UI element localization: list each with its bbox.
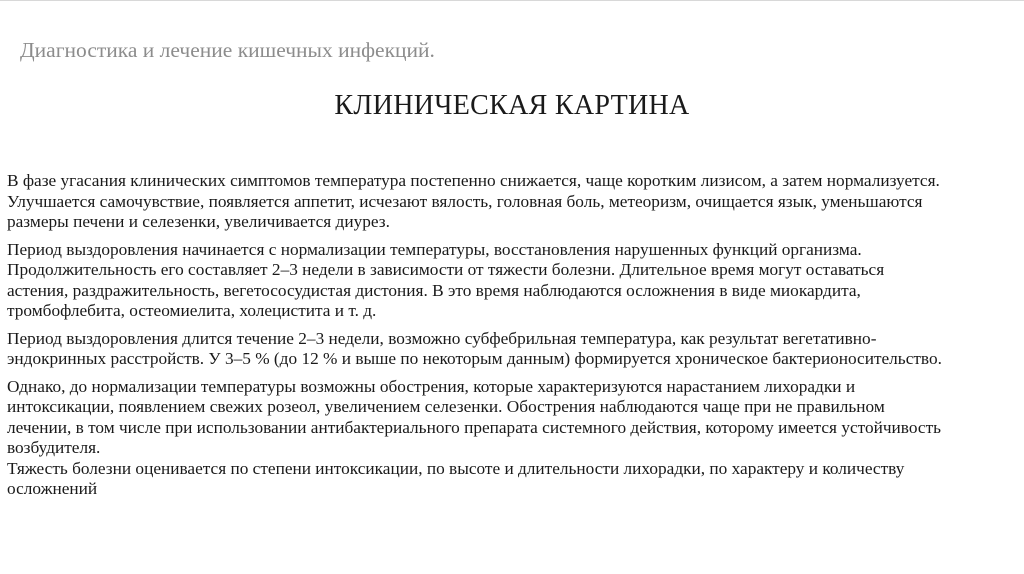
paragraph-fading-phase: В фазе угасания клинических симптомов температура постепенно снижается, чаще коротким лизисом, а затем нормализуется. Улучшается самочувствие, появляется аппетит, исчезают вялость, головная боль, метеоризм, очищается язык, уменьшаются размеры печени и селезенки, увеличивается диурез.: [7, 171, 940, 231]
slide-header: Диагностика и лечение кишечных инфекций.: [20, 38, 435, 62]
paragraph-recovery-duration: Период выздоровления длится течение 2–3 недели, возможно субфебрильная температура, как результат вегетативно-эндокринных расстройств. У 3–5 % (до 12 % и выше по некоторым данным) формируется хроническое бактерионосительство.: [7, 328, 942, 368]
paragraph-recovery-start: Период выздоровления начинается с нормализации температуры, восстановления нарушенных функций организма. Продолжительность его составляет 2–3 недели в зависимости от тяжести болезни. Длительное время могут оставаться астения, раздражительность, вегетососудистая дистония. В это время наблюдаются осложнения в виде миокардита, тромбофлебита, остеомиелита, холецистита и т. д.: [7, 239, 885, 320]
severity-text: Тяжесть болезни оценивается по степени интоксикации, по высоте и длительности лихорадки, по характеру и количеству осложнений: [7, 458, 905, 498]
slide-title: КЛИНИЧЕСКАЯ КАРТИНА: [334, 90, 690, 121]
top-divider: [0, 0, 1024, 1]
exacerbations-text: Однако, до нормализации температуры возможны обострения, которые характеризуются нарастанием лихорадки и интоксикации, появлением свежих розеол, увеличением селезенки. Обострения наблюдаются чаще при не правильном лечении, в том числе при использовании антибактериального препарата системного действия, которому имеется устойчивость возбудителя.: [7, 376, 942, 457]
paragraph-exacerbations: [7, 377, 942, 500]
slide-body: [7, 171, 942, 507]
